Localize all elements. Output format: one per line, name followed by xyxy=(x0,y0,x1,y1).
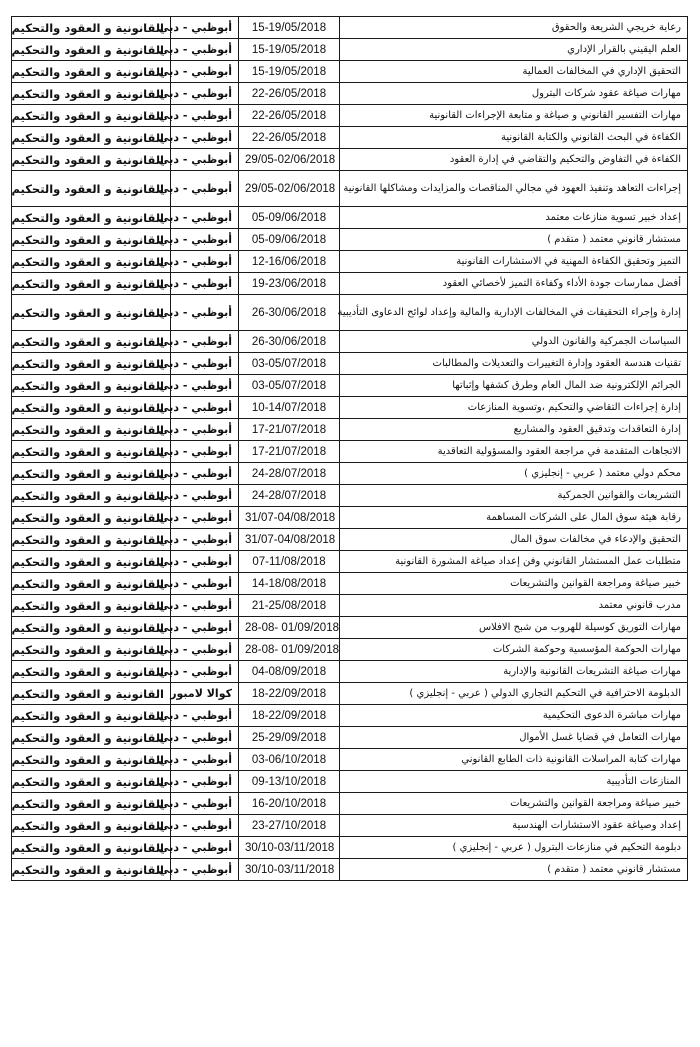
course-date-cell: 22-26/05/2018 xyxy=(239,127,340,149)
course-title-cell: إدارة وإجراء التحقيقات في المخالفات الإدارية والمالية وإعداد لوائح الدعاوى التأديبية xyxy=(340,295,688,331)
course-title-cell: مهارات صياغة عقود شركات البترول xyxy=(340,83,688,105)
course-title-cell: مستشار قانوني معتمد ( متقدم ) xyxy=(340,229,688,251)
course-title-cell: الجرائم الإلكترونية ضد المال العام وطرق كشفها وإثباتها xyxy=(340,375,688,397)
course-city-cell: أبوظبي - دبي xyxy=(171,815,239,837)
course-city-cell: أبوظبي - دبي xyxy=(171,295,239,331)
table-row xyxy=(12,397,688,419)
course-title-cell: التحقيق الإداري في المخالفات العمالية xyxy=(340,61,688,83)
course-title-cell: التميز وتحقيق الكفاءة المهنية في الاستشارات القانونية xyxy=(340,251,688,273)
course-city-cell: أبوظبي - دبي xyxy=(171,463,239,485)
course-date-cell: 29/05-02/06/2018 xyxy=(239,149,340,171)
course-category-cell: القانونية و العقود والتحكيم xyxy=(12,353,171,375)
course-category-cell: القانونية و العقود والتحكيم xyxy=(12,551,171,573)
course-city-cell: أبوظبي - دبي xyxy=(171,83,239,105)
course-category-cell: القانونية و العقود والتحكيم xyxy=(12,815,171,837)
table-row xyxy=(12,595,688,617)
course-date-cell: 04-08/09/2018 xyxy=(239,661,340,683)
course-category-cell: القانونية و العقود والتحكيم xyxy=(12,661,171,683)
course-city-cell: أبوظبي - دبي xyxy=(171,17,239,39)
course-schedule-table xyxy=(11,16,688,881)
table-row xyxy=(12,83,688,105)
course-title-cell: التشريعات والقوانين الجمركية xyxy=(340,485,688,507)
course-category-cell: القانونية و العقود والتحكيم xyxy=(12,127,171,149)
course-date-cell: 28-08- 01/09/2018 xyxy=(239,617,340,639)
course-city-cell: أبوظبي - دبي xyxy=(171,127,239,149)
course-title-cell: إعداد وصياغة عقود الاستشارات الهندسية xyxy=(340,815,688,837)
course-city-cell: أبوظبي - دبي xyxy=(171,551,239,573)
course-title-cell: الدبلومة الاحترافية في التحكيم التجاري الدولي ( عربي - إنجليزي ) xyxy=(340,683,688,705)
course-city-cell: أبوظبي - دبي xyxy=(171,419,239,441)
course-title-cell: خبير صياغة ومراجعة القوانين والتشريعات xyxy=(340,793,688,815)
course-title-cell: مهارات التوريق كوسيلة للهروب من شبح الافلاس xyxy=(340,617,688,639)
table-row xyxy=(12,705,688,727)
course-title-cell: مدرب قانوني معتمد xyxy=(340,595,688,617)
course-date-cell: 03-05/07/2018 xyxy=(239,375,340,397)
course-title-cell: مهارات مباشرة الدعوى التحكيمية xyxy=(340,705,688,727)
course-date-cell: 31/07-04/08/2018 xyxy=(239,529,340,551)
course-category-cell: القانونية و العقود والتحكيم xyxy=(12,485,171,507)
table-row xyxy=(12,39,688,61)
course-date-cell: 16-20/10/2018 xyxy=(239,793,340,815)
course-title-cell: إدارة التعاقدات وتدقيق العقود والمشاريع xyxy=(340,419,688,441)
course-title-cell: إدارة إجراءات التقاضي والتحكيم ،وتسوية المنازعات xyxy=(340,397,688,419)
course-category-cell: القانونية و العقود والتحكيم xyxy=(12,771,171,793)
table-row xyxy=(12,61,688,83)
table-row xyxy=(12,529,688,551)
course-date-cell: 10-14/07/2018 xyxy=(239,397,340,419)
course-date-cell: 15-19/05/2018 xyxy=(239,39,340,61)
course-title-cell: مهارات صياغة التشريعات القانونية والإدارية xyxy=(340,661,688,683)
table-row xyxy=(12,771,688,793)
course-title-cell: رقابة هيئة سوق المال على الشركات المساهمة xyxy=(340,507,688,529)
course-date-cell: 09-13/10/2018 xyxy=(239,771,340,793)
course-title-cell: مهارات التعامل في قضايا غسل الأموال xyxy=(340,727,688,749)
course-category-cell: القانونية و العقود والتحكيم xyxy=(12,529,171,551)
course-city-cell: أبوظبي - دبي xyxy=(171,375,239,397)
course-city-cell: أبوظبي - دبي xyxy=(171,617,239,639)
table-row xyxy=(12,171,688,207)
table-row xyxy=(12,207,688,229)
table-row xyxy=(12,463,688,485)
course-date-cell: 05-09/06/2018 xyxy=(239,229,340,251)
table-row xyxy=(12,273,688,295)
table-row xyxy=(12,573,688,595)
course-title-cell: العلم اليقيني بالقرار الإداري xyxy=(340,39,688,61)
schedule-rows xyxy=(12,17,688,881)
course-category-cell: القانونية و العقود والتحكيم xyxy=(12,639,171,661)
course-city-cell: أبوظبي - دبي xyxy=(171,273,239,295)
table-row xyxy=(12,441,688,463)
course-category-cell: القانونية و العقود والتحكيم xyxy=(12,331,171,353)
course-city-cell: أبوظبي - دبي xyxy=(171,171,239,207)
course-title-cell: تقنيات هندسة العقود وإدارة التغييرات والتعديلات والمطالبات xyxy=(340,353,688,375)
course-category-cell: القانونية و العقود والتحكيم xyxy=(12,859,171,881)
course-date-cell: 30/10-03/11/2018 xyxy=(239,859,340,881)
course-category-cell: القانونية و العقود والتحكيم xyxy=(12,17,171,39)
table-row xyxy=(12,375,688,397)
course-date-cell: 19-23/06/2018 xyxy=(239,273,340,295)
course-city-cell: أبوظبي - دبي xyxy=(171,771,239,793)
course-city-cell: أبوظبي - دبي xyxy=(171,705,239,727)
course-title-cell: متطلبات عمل المستشار القانوني وفن إعداد صياغة المشورة القانونية xyxy=(340,551,688,573)
course-category-cell: القانونية و العقود والتحكيم xyxy=(12,83,171,105)
table-row xyxy=(12,683,688,705)
table-row xyxy=(12,127,688,149)
table-row xyxy=(12,749,688,771)
course-title-cell: الكفاءة في البحث القانوني والكتابة القانونية xyxy=(340,127,688,149)
course-city-cell: أبوظبي - دبي xyxy=(171,727,239,749)
course-city-cell: أبوظبي - دبي xyxy=(171,529,239,551)
table-row xyxy=(12,229,688,251)
course-date-cell: 22-26/05/2018 xyxy=(239,105,340,127)
course-category-cell: القانونية و العقود والتحكيم xyxy=(12,705,171,727)
course-date-cell: 28-08- 01/09/2018 xyxy=(239,639,340,661)
course-city-cell: أبوظبي - دبي xyxy=(171,39,239,61)
course-category-cell: القانونية و العقود والتحكيم xyxy=(12,39,171,61)
course-title-cell: أفضل ممارسات جودة الأداء وكفاءة التميز لأخصائي العقود xyxy=(340,273,688,295)
course-title-cell: رعاية خريجي الشريعة والحقوق xyxy=(340,17,688,39)
course-category-cell: القانونية و العقود والتحكيم xyxy=(12,105,171,127)
course-city-cell: أبوظبي - دبي xyxy=(171,639,239,661)
course-date-cell: 31/07-04/08/2018 xyxy=(239,507,340,529)
course-date-cell: 18-22/09/2018 xyxy=(239,683,340,705)
course-category-cell: القانونية و العقود والتحكيم xyxy=(12,595,171,617)
course-category-cell: القانونية و العقود والتحكيم xyxy=(12,837,171,859)
course-date-cell: 18-22/09/2018 xyxy=(239,705,340,727)
table-row xyxy=(12,251,688,273)
table-row xyxy=(12,17,688,39)
course-date-cell: 12-16/06/2018 xyxy=(239,251,340,273)
course-date-cell: 29/05-02/06/2018 xyxy=(239,171,340,207)
course-category-cell: القانونية و العقود والتحكيم xyxy=(12,229,171,251)
table-row xyxy=(12,617,688,639)
course-title-cell: الاتجاهات المتقدمة في مراجعة العقود والمسؤولية التعاقدية xyxy=(340,441,688,463)
course-category-cell: القانونية و العقود والتحكيم xyxy=(12,149,171,171)
course-date-cell: 23-27/10/2018 xyxy=(239,815,340,837)
course-category-cell: القانونية و العقود والتحكيم xyxy=(12,727,171,749)
course-title-cell: السياسات الجمركية والقانون الدولي xyxy=(340,331,688,353)
course-title-cell: مهارات كتابة المراسلات القانونية ذات الطابع القانوني xyxy=(340,749,688,771)
course-city-cell: أبوظبي - دبي xyxy=(171,149,239,171)
course-date-cell: 14-18/08/2018 xyxy=(239,573,340,595)
table-row xyxy=(12,419,688,441)
course-category-cell: القانونية و العقود والتحكيم xyxy=(12,273,171,295)
table-row xyxy=(12,859,688,881)
course-city-cell: أبوظبي - دبي xyxy=(171,331,239,353)
course-city-cell: أبوظبي - دبي xyxy=(171,397,239,419)
course-date-cell: 03-05/07/2018 xyxy=(239,353,340,375)
course-category-cell: القانونية و العقود والتحكيم xyxy=(12,419,171,441)
table-row xyxy=(12,837,688,859)
course-category-cell: القانونية و العقود والتحكيم xyxy=(12,397,171,419)
table-row xyxy=(12,485,688,507)
table-row xyxy=(12,149,688,171)
course-title-cell: إجراءات التعاهد وتنفيذ العهود في مجالي المناقصات والمزايدات ومشاكلها القانونية xyxy=(340,171,688,207)
table-row xyxy=(12,661,688,683)
course-city-cell: أبوظبي - دبي xyxy=(171,859,239,881)
table-row xyxy=(12,331,688,353)
course-date-cell: 21-25/08/2018 xyxy=(239,595,340,617)
course-city-cell: أبوظبي - دبي xyxy=(171,485,239,507)
course-date-cell: 30/10-03/11/2018 xyxy=(239,837,340,859)
course-city-cell: أبوظبي - دبي xyxy=(171,573,239,595)
course-category-cell: القانونية و العقود والتحكيم xyxy=(12,207,171,229)
course-category-cell: القانونية و العقود والتحكيم xyxy=(12,463,171,485)
course-date-cell: 15-19/05/2018 xyxy=(239,61,340,83)
course-title-cell: الكفاءة في التفاوض والتحكيم والتقاضي في إدارة العقود xyxy=(340,149,688,171)
course-title-cell: مهارات التفسير القانوني و صياغة و متابعة الإجراءات القانونية xyxy=(340,105,688,127)
course-city-cell: أبوظبي - دبي xyxy=(171,353,239,375)
course-category-cell: القانونية و العقود والتحكيم xyxy=(12,171,171,207)
course-title-cell: دبلومة التحكيم في منازعات البترول ( عربي - إنجليزي ) xyxy=(340,837,688,859)
course-category-cell: القانونية و العقود والتحكيم xyxy=(12,793,171,815)
course-date-cell: 26-30/06/2018 xyxy=(239,331,340,353)
course-city-cell: أبوظبي - دبي xyxy=(171,507,239,529)
course-date-cell: 26-30/06/2018 xyxy=(239,295,340,331)
course-title-cell: مستشار قانوني معتمد ( متقدم ) xyxy=(340,859,688,881)
course-category-cell: القانونية و العقود والتحكيم xyxy=(12,507,171,529)
course-city-cell: كوالا لامبور xyxy=(171,683,239,705)
course-category-cell: القانونية و العقود والتحكيم xyxy=(12,295,171,331)
course-city-cell: أبوظبي - دبي xyxy=(171,441,239,463)
course-category-cell: القانونية و العقود والتحكيم xyxy=(12,375,171,397)
course-category-cell: القانونية و العقود والتحكيم xyxy=(12,617,171,639)
table-row xyxy=(12,507,688,529)
course-city-cell: أبوظبي - دبي xyxy=(171,207,239,229)
course-city-cell: أبوظبي - دبي xyxy=(171,793,239,815)
course-date-cell: 07-11/08/2018 xyxy=(239,551,340,573)
table-row xyxy=(12,295,688,331)
course-category-cell: القانونية و العقود والتحكيم xyxy=(12,573,171,595)
course-title-cell: مهارات الحوكمة المؤسسية وحوكمة الشركات xyxy=(340,639,688,661)
course-title-cell: محكم دولي معتمد ( عربي - إنجليزي ) xyxy=(340,463,688,485)
course-title-cell: إعداد خبير تسوية منازعات معتمد xyxy=(340,207,688,229)
course-category-cell: القانونية و العقود والتحكيم xyxy=(12,683,171,705)
table-row xyxy=(12,639,688,661)
course-city-cell: أبوظبي - دبي xyxy=(171,661,239,683)
course-city-cell: أبوظبي - دبي xyxy=(171,61,239,83)
course-city-cell: أبوظبي - دبي xyxy=(171,105,239,127)
course-category-cell: القانونية و العقود والتحكيم xyxy=(12,251,171,273)
course-title-cell: التحقيق والإدعاء في مخالفات سوق المال xyxy=(340,529,688,551)
table-row xyxy=(12,793,688,815)
course-city-cell: أبوظبي - دبي xyxy=(171,251,239,273)
course-date-cell: 15-19/05/2018 xyxy=(239,17,340,39)
course-category-cell: القانونية و العقود والتحكيم xyxy=(12,441,171,463)
course-city-cell: أبوظبي - دبي xyxy=(171,837,239,859)
table-row xyxy=(12,105,688,127)
course-city-cell: أبوظبي - دبي xyxy=(171,749,239,771)
course-city-cell: أبوظبي - دبي xyxy=(171,595,239,617)
course-date-cell: 24-28/07/2018 xyxy=(239,463,340,485)
course-date-cell: 25-29/09/2018 xyxy=(239,727,340,749)
course-date-cell: 03-06/10/2018 xyxy=(239,749,340,771)
table-row xyxy=(12,727,688,749)
course-category-cell: القانونية و العقود والتحكيم xyxy=(12,61,171,83)
table-row xyxy=(12,551,688,573)
course-title-cell: خبير صياغة ومراجعة القوانين والتشريعات xyxy=(340,573,688,595)
course-title-cell: المنازعات التأديبية xyxy=(340,771,688,793)
course-date-cell: 22-26/05/2018 xyxy=(239,83,340,105)
course-category-cell: القانونية و العقود والتحكيم xyxy=(12,749,171,771)
course-date-cell: 17-21/07/2018 xyxy=(239,441,340,463)
course-city-cell: أبوظبي - دبي xyxy=(171,229,239,251)
table-row xyxy=(12,353,688,375)
course-date-cell: 17-21/07/2018 xyxy=(239,419,340,441)
course-date-cell: 24-28/07/2018 xyxy=(239,485,340,507)
table-row xyxy=(12,815,688,837)
course-date-cell: 05-09/06/2018 xyxy=(239,207,340,229)
